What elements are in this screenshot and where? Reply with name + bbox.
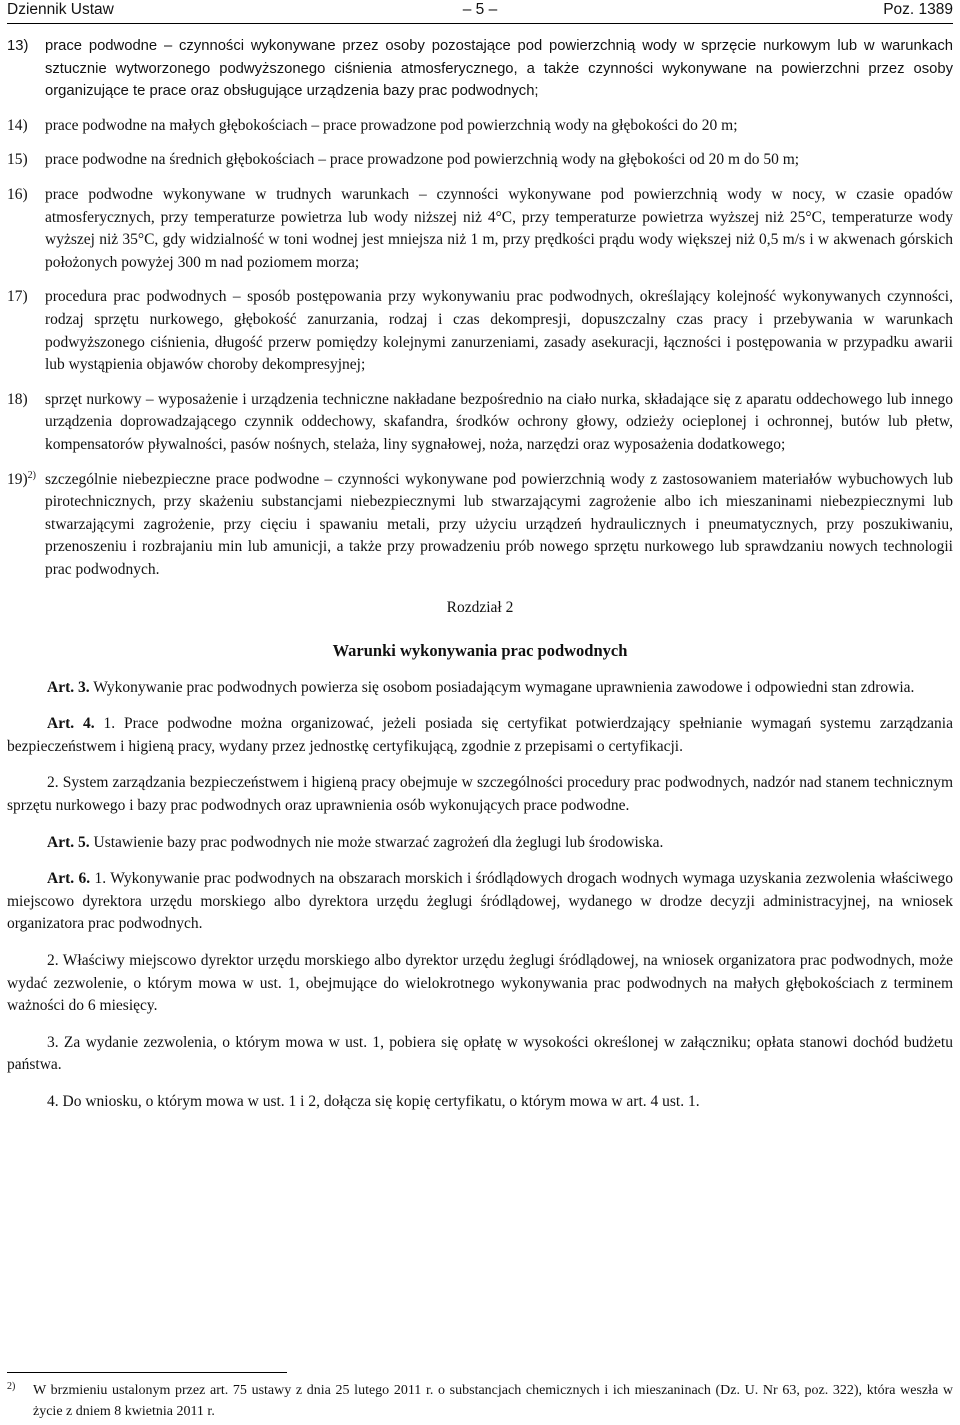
- chapter-title: Warunki wykonywania prac podwodnych: [332, 641, 628, 661]
- header-rule: [7, 23, 953, 24]
- definition-number-text: 16): [7, 185, 28, 203]
- article-label: Art. 4.: [47, 715, 95, 733]
- position-number: Poz. 1389: [883, 1, 953, 18]
- article-paragraph: [7, 832, 953, 855]
- footnote-mark: 2): [7, 1381, 16, 1392]
- definition-number-text: 18): [7, 390, 28, 408]
- definition-number: [7, 389, 45, 457]
- article-label: Art. 5.: [47, 833, 90, 851]
- definition-number-text: 14): [7, 116, 28, 134]
- definition-text: sprzęt nurkowy – wyposażenie i urządzenia techniczne nakładane bezpośrednio na ciało nurka, składające się z aparatu oddechowego lub innego urządzenia doprowadzającego czynnik oddechowy, skafandra, środków ochrony głowy, odzieży ocieplonej i ochronnej, butów lub płetw, kompensatorów pływalności, pasów nośnych, stelaża, liny sygnałowej, noża, narzędzi oraz wyposażenia dodatkowego;: [45, 390, 953, 453]
- definition-number-text: 17): [7, 288, 28, 306]
- articles-list: [7, 677, 953, 1114]
- article-paragraph: [7, 1091, 953, 1114]
- article-paragraph: [7, 772, 953, 817]
- page-number: – 5 –: [462, 1, 498, 18]
- article-text: 2. System zarządzania bezpieczeństwem i higieną pracy obejmuje w szczególności procedury prac podwodnych, nadzór nad stanem technicznym sprzętu nurkowego i bazy prac podwodnych oraz uprawnienia osób wykonujących prace podwodne.: [7, 774, 953, 815]
- article-label: Art. 3.: [47, 678, 90, 696]
- document-body: [7, 35, 953, 1114]
- definition-number: [7, 149, 45, 172]
- article-paragraph: [7, 868, 953, 936]
- chapter-label: Rozdział 2: [446, 599, 514, 617]
- definition-number-text: 15): [7, 151, 28, 169]
- article-paragraph: [7, 1032, 953, 1077]
- footnote-reference: 2): [27, 469, 37, 481]
- definition-text: procedura prac podwodnych – sposób postępowania przy wykonywaniu prac podwodnych, określający kolejność wykonywanych czynności, rodzaj sprzętu nurkowego, głębokość zanurzania, rodzaj i czas dekompresji, dopuszczalny czas pracy i przebywania w warunkach podwyższonego ciśnienia, długość przerw pomiędzy kolejnymi zanurzeniami, zasady asekuracji, łączności i postępowania w przypadku awarii lub wystąpienia objawów choroby dekompresyjnej;: [45, 288, 953, 374]
- article-text: Wykonywanie prac podwodnych powierza się osobom posiadającym wymagane uprawnienia zawodowe i odpowiedni stan zdrowia.: [89, 678, 915, 696]
- article-paragraph: [7, 713, 953, 758]
- definition-text: prace podwodne – czynności wykonywane przez osoby pozostające pod powierzchnią wody w sprzęcie nurkowym lub w warunkach sztucznie wytworzonego podwyższonego ciśnienia atmosferycznego, a także czynności wykonywane na powierzchni przez osoby organizujące te prace oraz obsługujące urządzenia bazy prac podwodnych;: [45, 38, 953, 100]
- footnote-rule: [7, 1372, 287, 1373]
- article-text: 3. Za wydanie zezwolenia, o którym mowa w ust. 1, pobiera się opłatę w wysokości określonej w załączniku; opłata stanowi dochód budżetu państwa.: [7, 1033, 953, 1074]
- article-label: Art. 6.: [47, 870, 91, 888]
- definition-item: [7, 469, 953, 582]
- definition-number-text: 13): [7, 38, 29, 54]
- definition-number: [7, 115, 45, 138]
- article-text: Ustawienie bazy prac podwodnych nie może stwarzać zagrożeń dla żeglugi lub środowiska.: [89, 833, 664, 851]
- definition-item: [7, 184, 953, 274]
- article-paragraph: [7, 950, 953, 1018]
- article-text: 1. Prace podwodne można organizować, jeżeli posiada się certyfikat potwierdzający spełnianie wymagań systemu zarządzania bezpieczeństwem i higieną pracy, wydany przez jednostkę certyfikującą, zgodnie z przepisami o certyfikacji.: [7, 715, 953, 755]
- article-text: 1. Wykonywanie prac podwodnych na obszarach morskich i śródlądowych drogach wodnych wymaga uzyskania zezwolenia właściwego miejscowo dyrektora urzędu morskiego albo dyrektora urzędu żeglugi śródlądowej, wydanego w drodze decyzji administracyjnej, na wniosek organizatora prac podwodnych.: [7, 870, 953, 933]
- definition-text: prace podwodne na średnich głębokościach – prace prowadzone pod powierzchnią wody na głębokości od 20 m do 50 m;: [45, 151, 800, 169]
- definition-text: szczególnie niebezpieczne prace podwodne – czynności wykonywane pod powierzchnią wody z zastosowaniem materiałów wybuchowych lub pirotechnicznych, przy skażeniu substancjami niebezpiecznymi lub stwarzającymi zagrożenie albo ich mieszaninami niebezpiecznymi lub stwarzającymi zagrożenie, przy cięciu i spawaniu metali, przy użyciu urządzeń hydraulicznych i pneumatycznych, przy poszukiwaniu, przenoszeniu i rozbrajaniu min lub amunicji, a także przy prowadzeniu prób nowego sprzętu nurkowego lub sprawdzaniu nowych technologii prac podwodnych.: [45, 470, 953, 578]
- definition-number: [7, 286, 45, 376]
- definitions-list: [7, 35, 953, 581]
- definition-number: [7, 469, 45, 582]
- definition-item: [7, 286, 953, 376]
- journal-name: Dziennik Ustaw: [7, 1, 114, 18]
- footnote: [7, 1380, 953, 1422]
- footnote-text: W brzmieniu ustalonym przez art. 75 ustawy z dnia 25 lutego 2011 r. o substancjach chemicznych i ich mieszaninach (Dz. U. Nr 63, poz. 322), która weszła w życie z dniem 8 kwietnia 2011 r.: [33, 1383, 953, 1419]
- definition-number: [7, 184, 45, 274]
- definition-text: prace podwodne wykonywane w trudnych warunkach – czynności wykonywane pod powierzchnią wody w nocy, w czasie opadów atmosferycznych, przy temperaturze powietrza lub wody niższej niż 4°C, przy temperaturze powietrza wyższej niż 25°C, temperaturze wody wyższej niż 35°C, gdy widzialność w toni wodnej jest mniejsza niż 1 m, przy prędkości prądu wody większej niż 0,5 m/s i w akwenach górskich położonych powyżej 300 m nad poziomem morza;: [45, 185, 953, 271]
- definition-item: [7, 115, 953, 138]
- definition-item: [7, 389, 953, 457]
- definition-text: prace podwodne na małych głębokościach – prace prowadzone pod powierzchnią wody na głębokości do 20 m;: [45, 116, 738, 134]
- article-text: 2. Właściwy miejscowo dyrektor urzędu morskiego albo dyrektor urzędu żeglugi śródlądowej, na wniosek organizatora prac podwodnych, może wydać zezwolenie, o którym mowa w ust. 1, obejmujące do wielokrotnego wykonywania prac podwodnych na małych głębokościach z terminem ważności do 6 miesięcy.: [7, 952, 953, 1015]
- page-header: [7, 0, 953, 22]
- definition-number: [7, 35, 45, 103]
- definition-number-text: 19): [7, 470, 28, 488]
- article-paragraph: [7, 677, 953, 700]
- article-text: 4. Do wniosku, o którym mowa w ust. 1 i 2, dołącza się kopię certyfikatu, o którym mowa w art. 4 ust. 1.: [47, 1092, 700, 1110]
- definition-item: [7, 35, 953, 103]
- definition-item: [7, 149, 953, 172]
